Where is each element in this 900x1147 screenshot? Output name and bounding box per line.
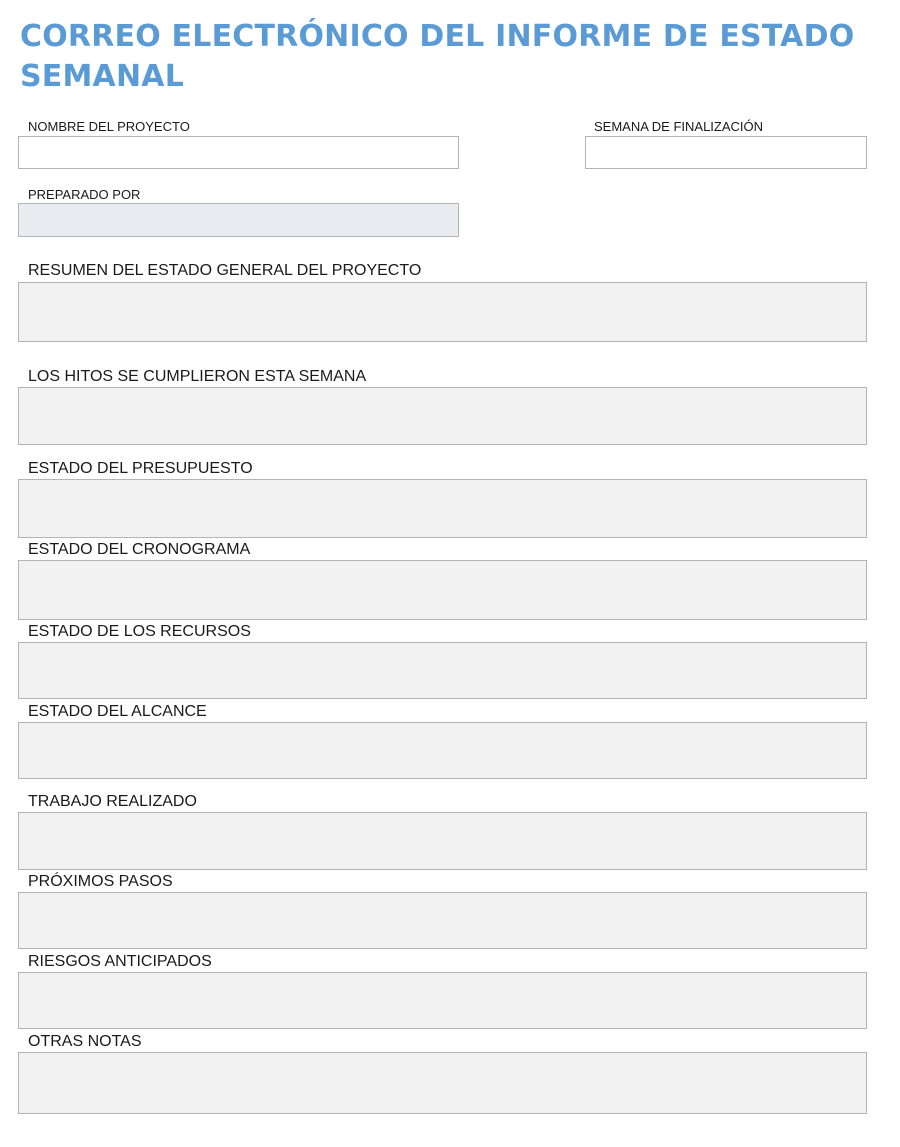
other-notes-label: OTRAS NOTAS: [28, 1033, 142, 1050]
other-notes-field[interactable]: [18, 1052, 867, 1114]
milestones-label: LOS HITOS SE CUMPLIERON ESTA SEMANA: [28, 368, 367, 385]
budget-status-label: ESTADO DEL PRESUPUESTO: [28, 460, 253, 477]
risks-field[interactable]: [18, 972, 867, 1029]
budget-status-field[interactable]: [18, 479, 867, 538]
schedule-status-field[interactable]: [18, 560, 867, 620]
resources-status-field[interactable]: [18, 642, 867, 699]
project-name-label: NOMBRE DEL PROYECTO: [28, 119, 190, 134]
week-ending-field[interactable]: [585, 136, 867, 169]
work-done-field[interactable]: [18, 812, 867, 870]
week-ending-label: SEMANA DE FINALIZACIÓN: [594, 119, 764, 134]
scope-status-label: ESTADO DEL ALCANCE: [28, 703, 207, 720]
next-steps-label: PRÓXIMOS PASOS: [28, 873, 173, 890]
milestones-field[interactable]: [18, 387, 867, 445]
schedule-status-label: ESTADO DEL CRONOGRAMA: [28, 541, 251, 558]
scope-status-field[interactable]: [18, 722, 867, 779]
page-title: CORREO ELECTRÓNICO DEL INFORME DE ESTADO SEMANAL: [20, 19, 855, 94]
resources-status-label: ESTADO DE LOS RECURSOS: [28, 623, 251, 640]
summary-label: RESUMEN DEL ESTADO GENERAL DEL PROYECTO: [28, 262, 422, 279]
summary-field[interactable]: [18, 282, 867, 342]
next-steps-field[interactable]: [18, 892, 867, 949]
risks-label: RIESGOS ANTICIPADOS: [28, 953, 212, 970]
work-done-label: TRABAJO REALIZADO: [28, 793, 197, 810]
prepared-by-label: PREPARADO POR: [28, 187, 141, 202]
prepared-by-field[interactable]: [18, 203, 459, 237]
project-name-field[interactable]: [18, 136, 459, 169]
